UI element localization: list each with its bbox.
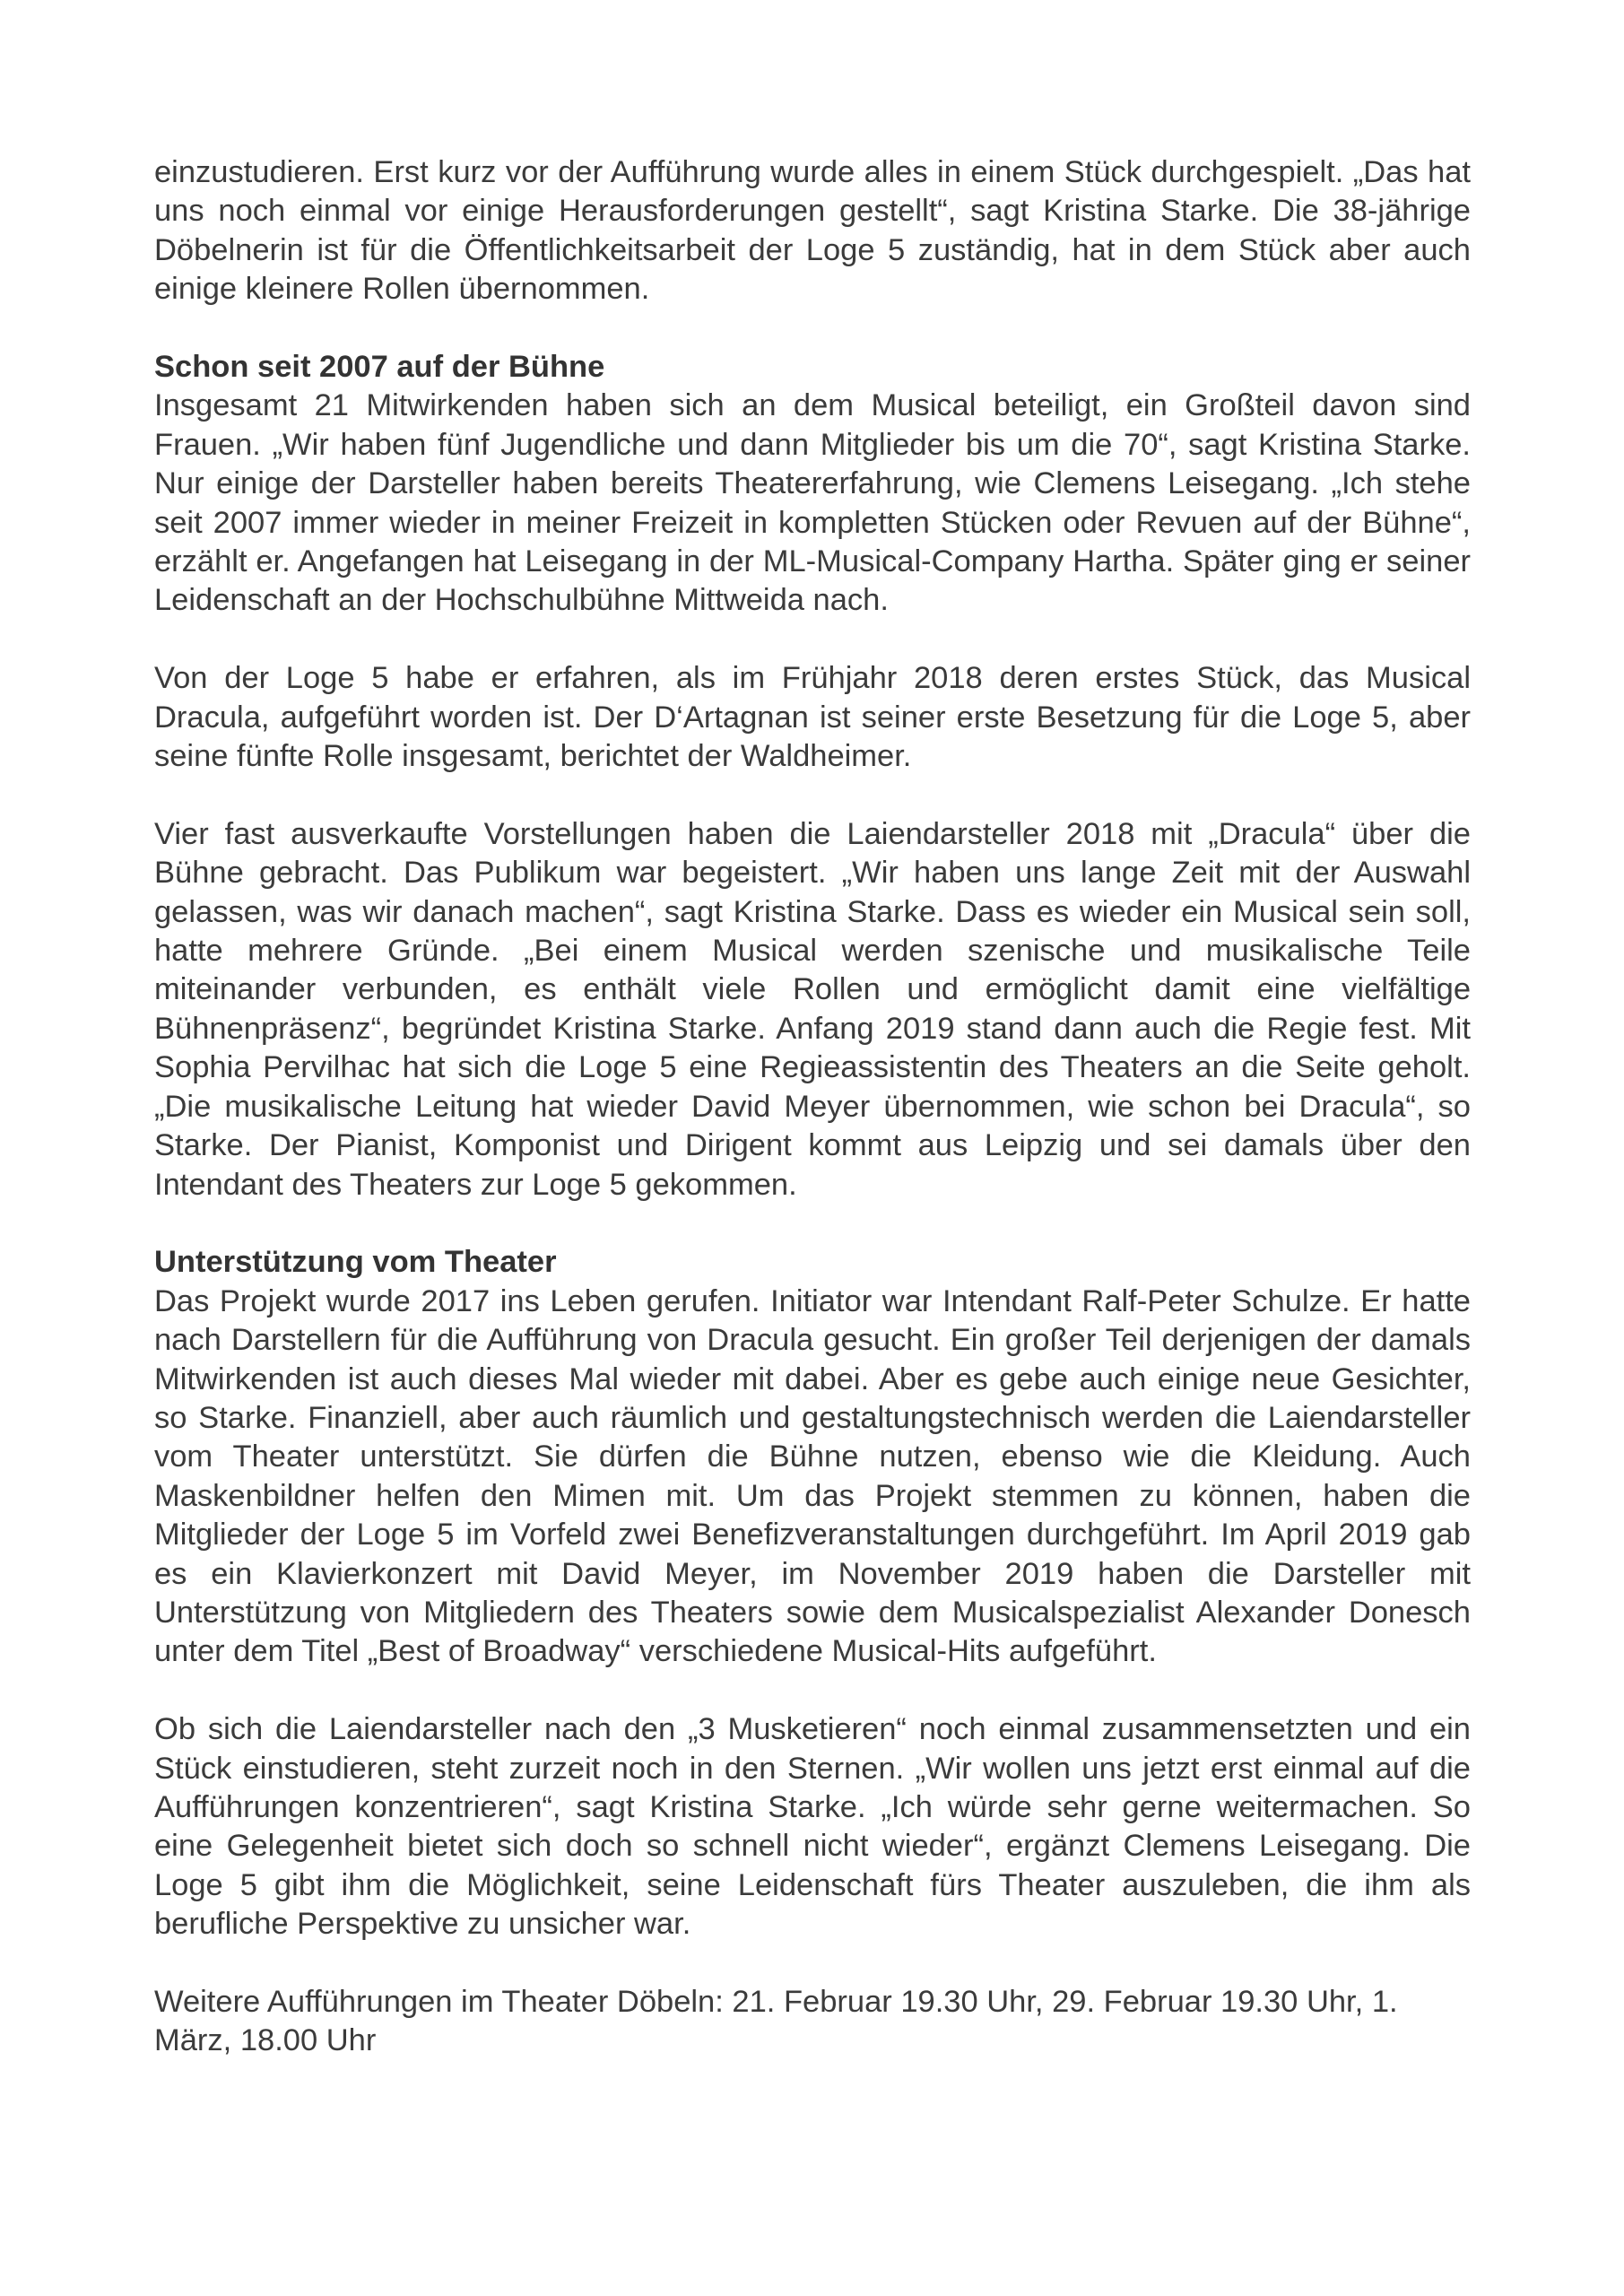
paragraph-auffuehrungstermine: Weitere Aufführungen im Theater Döbeln: 21. Februar 19.30 Uhr, 29. Februar 19.30 Uhr, 1. März, 18.00 Uhr <box>154 1985 1398 2058</box>
paragraph-vorstellungen: Vier fast ausverkaufte Vorstellungen haben die Laiendarsteller 2018 mit „Dracula“ über die Bühne gebracht. Das Publikum war begeistert. „Wir haben uns lange Zeit mit der Auswahl gelassen, was wir danach machen“, sagt Kristina Starke. Dass es wieder ein Musical sein soll, hatte mehrere Gründe. „Bei einem Musical werden szenische und musikalische Teile miteinander verbunden, es enthält viele Rollen und ermöglicht damit eine vielfältige Bühnenpräsenz“, begründet Kristina Starke. Anfang 2019 stand dann auch die Regie fest. Mit Sophia Pervilhac hat sich die Loge 5 eine Regieassistentin des Theaters an die Seite geholt. „Die musikalische Leitung hat wieder David Meyer übernommen, wie schon bei Dracula“, so Starke. Der Pianist, Komponist und Dirigent kommt aus Leipzig und sei damals über den Intendant des Theaters zur Loge 5 gekommen. <box>154 816 1471 1202</box>
section-heading-buehne: Schon seit 2007 auf der Bühne <box>154 350 605 385</box>
paragraph-loge5-dracula: Von der Loge 5 habe er erfahren, als im Frühjahr 2018 deren erstes Stück, das Musical Dracula, aufgeführt worden ist. Der D‘Artagnan ist seiner erste Besetzung für die Loge 5, aber seine fünfte Rolle insgesamt, berichtet der Waldheimer. <box>154 661 1471 774</box>
paragraph-projekt: Das Projekt wurde 2017 ins Leben gerufen. Initiator war Intendant Ralf-Peter Schulze. Er hatte nach Darstellern für die Aufführung von Dracula gesucht. Ein großer Teil derjenigen der damals Mitwirkenden ist auch dieses Mal wieder mit dabei. Aber es gebe auch einige neue Gesichter, so Starke. Finanziell, aber auch räumlich und gestaltungstechnisch werden die Laiendarsteller vom Theater unterstützt. Sie dürfen die Bühne nutzen, ebenso wie die Kleidung. Auch Maskenbildner helfen den Mimen mit. Um das Projekt stemmen zu können, haben die Mitglieder der Loge 5 im Vorfeld zwei Benefizveranstaltungen durchgeführt. Im April 2019 gab es ein Klavierkonzert mit David Meyer, im November 2019 haben die Darsteller mit Unterstützung von Mitgliedern des Theaters sowie dem Musicalspezialist Alexander Donesch unter dem Titel „Best of Broadway“ verschiedene Musical-Hits aufgeführt. <box>154 1283 1471 1669</box>
paragraph-zukunft: Ob sich die Laiendarsteller nach den „3 Musketieren“ noch einmal zusammensetzten und ein Stück einstudieren, steht zurzeit noch in den Sternen. „Wir wollen uns jetzt erst einmal auf die Aufführungen konzentrieren“, sagt Kristina Starke. „Ich würde sehr gerne weitermachen. So eine Gelegenheit bietet sich doch so schnell nicht wieder“, ergänzt Clemens Leisegang. Die Loge 5 gibt ihm die Möglichkeit, seine Leidenschaft fürs Theater auszuleben, die ihm als berufliche Perspektive zu unsicher war. <box>154 1712 1471 1942</box>
document-page <box>154 153 1471 2100</box>
paragraph-mitwirkende: Insgesamt 21 Mitwirkenden haben sich an dem Musical beteiligt, ein Großteil davon sind Frauen. „Wir haben fünf Jugendliche und dann Mitglieder bis um die 70“, sagt Kristina Starke. Nur einige der Darsteller haben bereits Theatererfahrung, wie Clemens Leisegang. „Ich stehe seit 2007 immer wieder in meiner Freizeit in kompletten Stücken oder Revuen auf der Bühne“, erzählt er. Angefangen hat Leisegang in der ML-Musical-Company Hartha. Später ging er seiner Leidenschaft an der Hochschulbühne Mittweida nach. <box>154 388 1471 618</box>
paragraph-intro: einzustudieren. Erst kurz vor der Aufführung wurde alles in einem Stück durchgespielt. „Das hat uns noch einmal vor einige Herausforderungen gestellt“, sagt Kristina Starke. Die 38-jährige Döbelnerin ist für die Öffentlichkeitsarbeit der Loge 5 zuständig, hat in dem Stück aber auch einige kleinere Rollen übernommen. <box>154 155 1471 307</box>
section-heading-theater: Unterstützung vom Theater <box>154 1245 557 1280</box>
